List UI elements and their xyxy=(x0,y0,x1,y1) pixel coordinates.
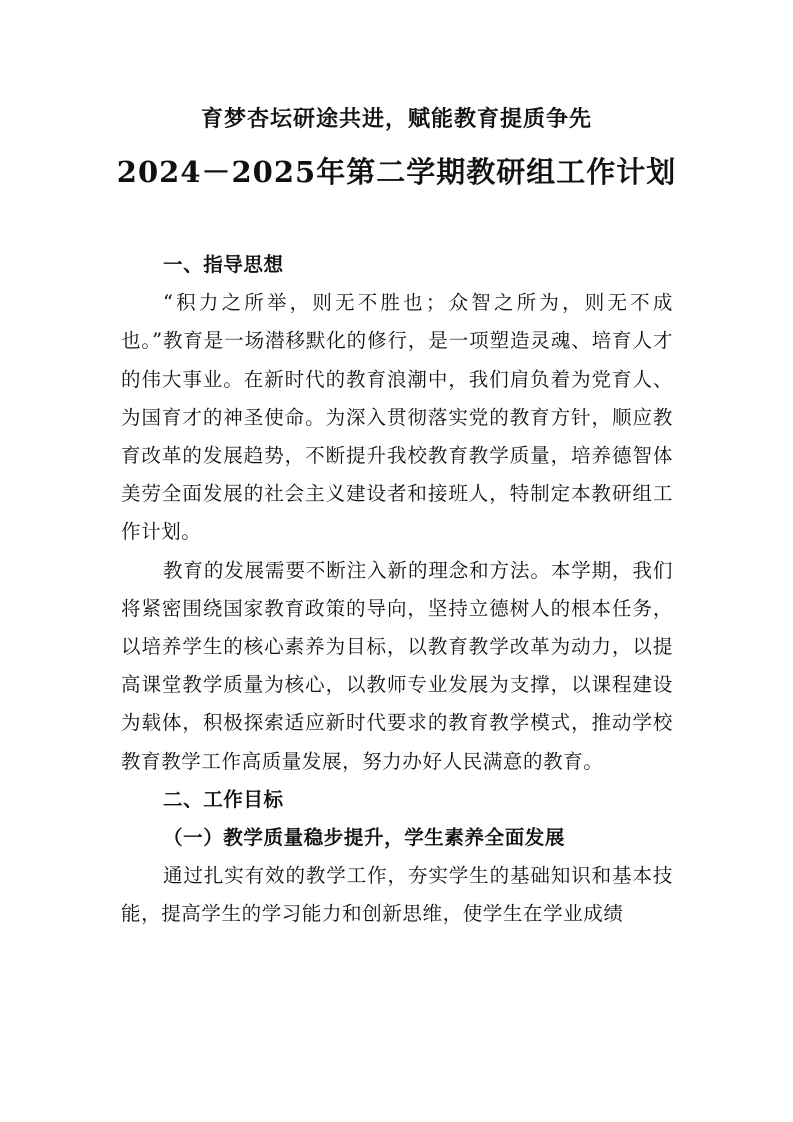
body-paragraph: “积力之所举，则无不胜也；众智之所为，则无不成也。”教育是一场潜移默化的修行，是一项塑造灵魂、培育人才的伟大事业。在新时代的教育浪潮中，我们肩负着为党育人、为国育才的神圣使命。为深入贯彻落实党的教育方针，顺应教育改革的发展趋势，不断提升我校教育教学质量，培养德智体美劳全面发展的社会主义建设者和接班人，特制定本教研组工作计划。 xyxy=(121,291,673,544)
document-body xyxy=(121,246,673,934)
section-heading-work-goals: 二、工作目标 xyxy=(163,787,284,811)
body-paragraph: 通过扎实有效的教学工作，夯实学生的基础知识和基本技能，提高学生的学习能力和创新思维，使学生在学业成绩 xyxy=(121,864,673,926)
section-heading-guiding-ideology: 一、指导思想 xyxy=(163,253,284,276)
document-subtitle: 育梦杏坛研途共进，赋能教育提质争先 xyxy=(200,106,592,132)
body-paragraph: 教育的发展需要不断注入新的理念和方法。本学期，我们将紧密围绕国家教育政策的导向，坚持立德树人的根本任务，以培养学生的核心素养为目标，以教育教学改革为动力，以提高课堂教学质量为核心，以教师专业发展为支撑，以课程建设为载体，积极探索适应新时代要求的教育教学模式，推动学校教育教学工作高质量发展，努力办好人民满意的教育。 xyxy=(121,558,673,773)
subsection-heading-teaching-quality: （一）教学质量稳步提升，学生素养全面发展 xyxy=(163,826,566,850)
document-title: 2024－2025年第二学期教研组工作计划 xyxy=(116,155,677,189)
